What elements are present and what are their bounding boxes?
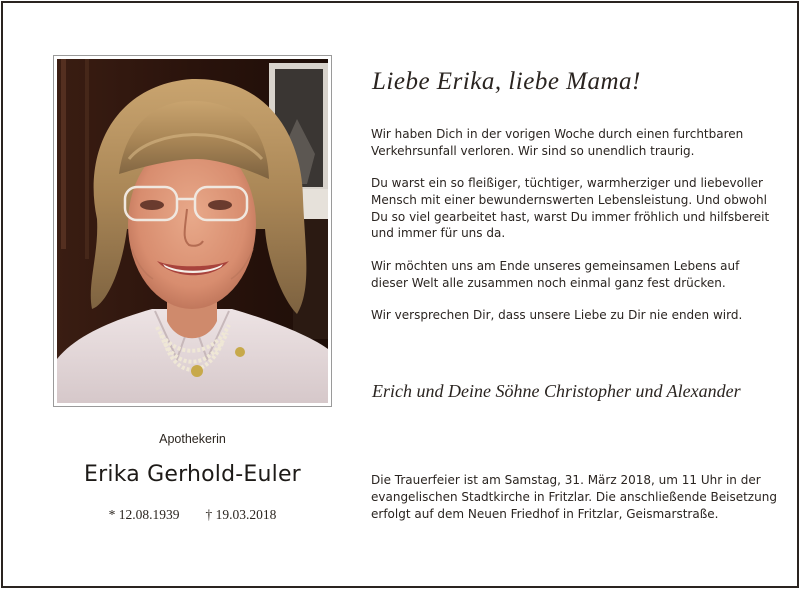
portrait-image [57, 59, 328, 403]
profession-label: Apothekerin [159, 432, 226, 446]
paragraph: Du warst ein so fleißiger, tüchtiger, warmherziger und liebevoller Mensch mit einer bewundernswerten Lebensleistung. Und obwohl Du so viel gearbeitet hast, warst Du immer fröhlich und hilfsbereit und immer für uns da. [371, 176, 770, 241]
deceased-name: Erika Gerhold-Euler [84, 462, 301, 487]
paragraph: Wir haben Dich in der vorigen Woche durch einen furchtbaren Verkehrsunfall verloren. Wir sind so unendlich traurig. [371, 127, 744, 158]
obituary-text [371, 126, 771, 339]
life-dates [53, 507, 332, 523]
funeral-notice: Die Trauerfeier ist am Samstag, 31. März 2018, um 11 Uhr in der evangelischen Stadtkirche in Fritzlar. Die anschließende Beisetzung erfolgt auf dem Neuen Friedhof in Fritzlar, Geismarstraße. [371, 473, 777, 521]
portrait-photo [53, 55, 332, 407]
paragraph: Wir versprechen Dir, dass unsere Liebe zu Dir nie enden wird. [371, 307, 743, 322]
signature-line: Erich und Deine Söhne Christopher und Alexander [372, 381, 741, 401]
birth-date: * 12.08.1939 [108, 507, 180, 522]
greeting-heading: Liebe Erika, liebe Mama! [372, 68, 641, 95]
death-date: † 19.03.2018 [205, 507, 277, 522]
paragraph: Wir möchten uns am Ende unseres gemeinsamen Lebens auf dieser Welt alle zusammen noch einmal ganz fest drücken. [371, 258, 740, 290]
